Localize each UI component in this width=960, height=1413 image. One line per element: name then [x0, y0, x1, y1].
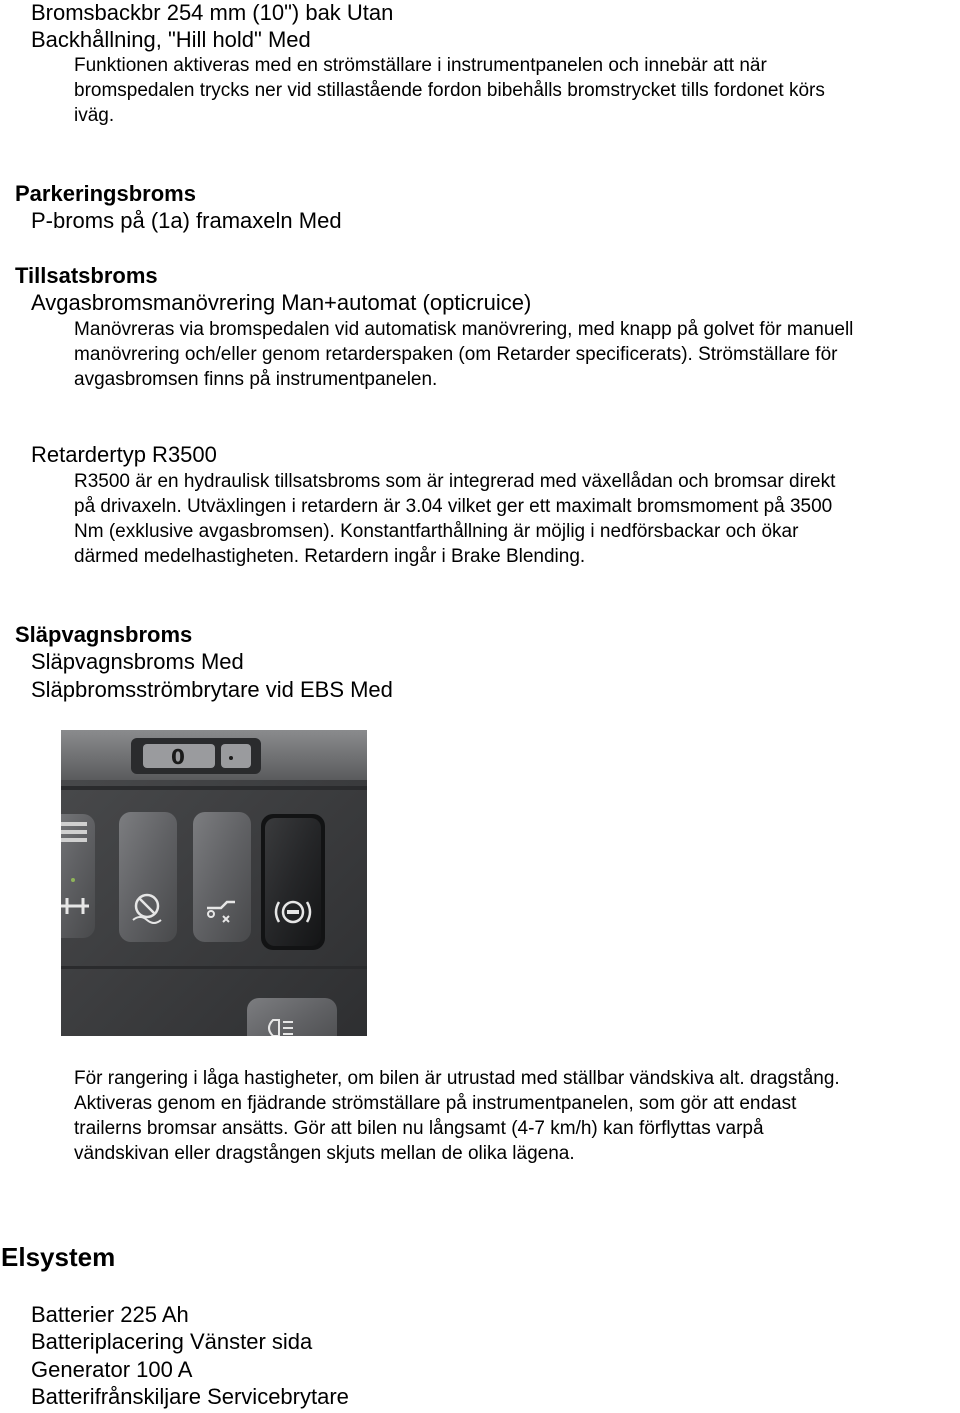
description-line: vändskivan eller dragstången skjuts mellan de olika lägena.: [74, 1143, 575, 1164]
dashboard-switch-panel-photo: [61, 730, 367, 1036]
description-line: R3500 är en hydraulisk tillsatsbroms som är integrerad med växellådan och bromsar direkt: [74, 471, 836, 492]
description-line: iväg.: [74, 105, 115, 126]
traction-control-off-icon: [119, 812, 177, 942]
display-readout: 0: [171, 745, 185, 769]
description-line: Aktiveras genom en fjädrande strömställare på instrumentpanelen, som gör att endast: [74, 1093, 797, 1114]
electrical-heading: Elsystem: [1, 1242, 116, 1272]
description-line: manövrering och/eller genom retarderspaken (om Retarder specificerats). Strömställare för: [74, 344, 838, 365]
differential-lock-icon: [61, 814, 95, 938]
description-line: Manövreras via bromspedalen vid automatisk manövrering, med knapp på golvet för manuell: [74, 319, 854, 340]
parking-brake-line: P-broms på (1a) framaxeln Med: [31, 208, 342, 233]
description-line: Nm (exklusive avgasbromsen). Konstantfarthållning är möjlig i nedförsbackar och ökar: [74, 521, 799, 542]
trailer-brake-description: [74, 1066, 840, 1166]
exhaust-brake-line: Avgasbromsmanövrering Man+automat (opticruice): [31, 290, 532, 315]
description-line: För rangering i låga hastigheter, om bilen är utrustad med ställbar vändskiva alt. dragstång.: [74, 1068, 840, 1089]
description-line: därmed medelhastigheten. Retardern ingår i Brake Blending.: [74, 546, 586, 567]
trailer-brake-line: Släpvagnsbroms Med: [31, 649, 244, 674]
trailer-brake-switch-line: Släpbromsströmbrytare vid EBS Med: [31, 677, 393, 702]
description-line: avgasbromsen finns på instrumentpanelen.: [74, 369, 438, 390]
generator-line: Generator 100 A: [31, 1357, 193, 1382]
description-line: Funktionen aktiveras med en strömställare i instrumentpanelen och innebär att när: [74, 55, 767, 76]
description-line: på drivaxeln. Utväxlingen i retardern är 3.04 vilket ger ett maximalt bromsmoment på 3500: [74, 496, 833, 517]
battery-disconnect-line: Batterifrånskiljare Servicebrytare: [31, 1384, 349, 1409]
retarder-type-line: Retardertyp R3500: [31, 442, 217, 467]
parking-brake-heading: Parkeringsbroms: [15, 181, 196, 206]
retarder-description: [74, 469, 835, 569]
battery-placement-line: Batteriplacering Vänster sida: [31, 1329, 313, 1354]
description-line: trailerns bromsar ansätts. Gör att bilen nu långsamt (4-7 km/h) kan förflyttas varpå: [74, 1118, 764, 1139]
headlight-icon: [247, 998, 337, 1036]
description-line: bromspedalen trycks ner vid stillastående fordon bibehålls bromstrycket tills fordonet körs: [74, 80, 825, 101]
trailer-brake-icon: [261, 814, 325, 950]
battery-line: Batterier 225 Ah: [31, 1302, 189, 1327]
hill-hold-line: Backhållning, "Hill hold" Med: [31, 27, 311, 52]
drum-brake-line: Bromsbackbr 254 mm (10") bak Utan: [31, 0, 394, 25]
trailer-brake-heading: Släpvagnsbroms: [15, 622, 193, 647]
exhaust-brake-description: [74, 317, 853, 392]
hill-hold-description: [74, 53, 825, 128]
trailer-icon: [193, 812, 251, 942]
auxiliary-brake-heading: Tillsatsbroms: [15, 263, 158, 288]
